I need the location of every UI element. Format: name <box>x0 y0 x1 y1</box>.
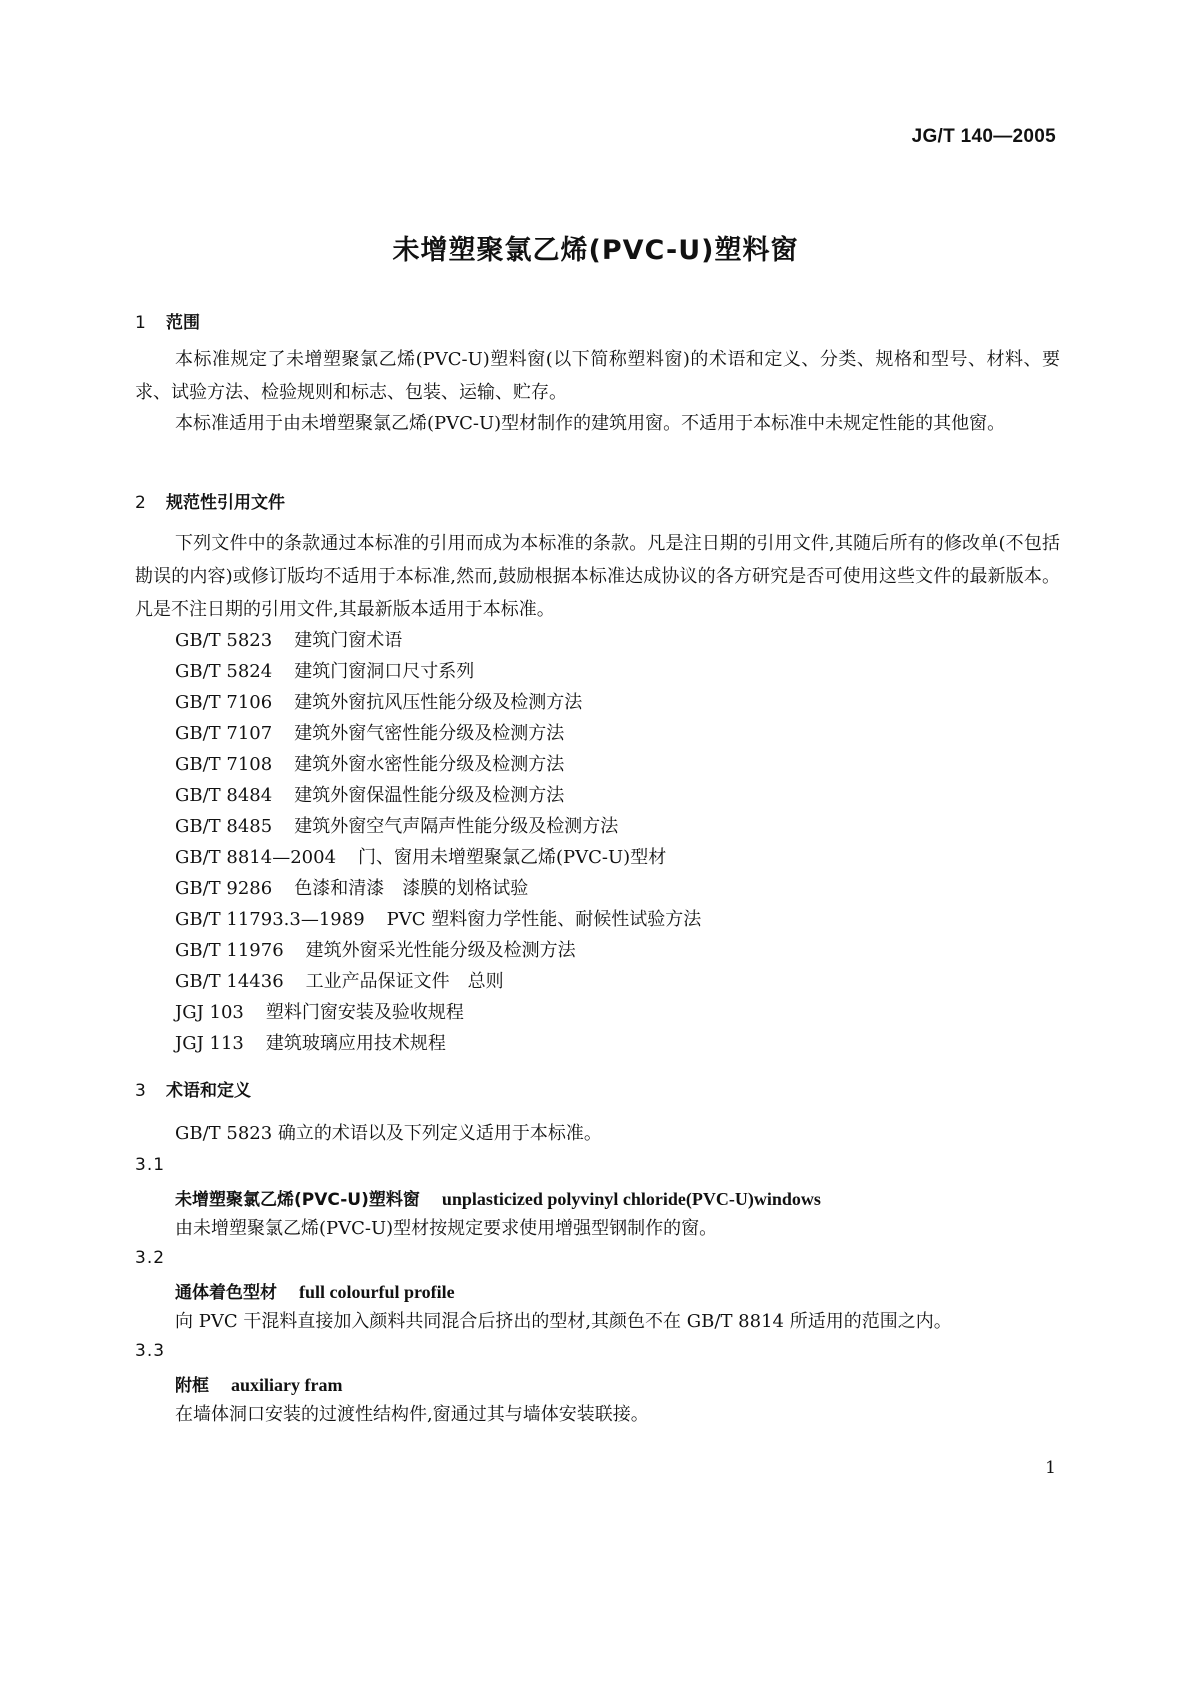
reference-item <box>175 998 464 1024</box>
reference-code: GB/T 11793.3—1989 <box>175 909 365 930</box>
reference-title: 塑料门窗安装及验收规程 <box>265 1002 464 1023</box>
reference-item <box>175 936 576 962</box>
reference-item <box>175 812 618 838</box>
reference-code: GB/T 8814—2004 <box>175 847 337 868</box>
reference-title: 建筑外窗气密性能分级及检测方法 <box>294 723 565 744</box>
reference-code: GB/T 5823 <box>175 630 273 651</box>
term-entry <box>175 1278 455 1303</box>
clause-number: 3.3 <box>135 1341 166 1361</box>
paragraph: 本标准适用于由未增塑聚氯乙烯(PVC-U)型材制作的建筑用窗。不适用于本标准中未规定性能的其他窗。 <box>175 413 1006 434</box>
standard-code: JG/T 140—2005 <box>911 126 1056 147</box>
document-title: 未增塑聚氯乙烯(PVC-U)塑料窗 <box>392 235 799 266</box>
reference-item <box>175 843 666 869</box>
term-chinese: 附框 <box>175 1376 209 1396</box>
term-definition: 在墙体洞口安装的过渡性结构件,窗通过其与墙体安装联接。 <box>175 1404 649 1425</box>
reference-title: 建筑外窗抗风压性能分级及检测方法 <box>294 692 583 713</box>
reference-item <box>175 626 402 652</box>
reference-title: 工业产品保证文件 总则 <box>305 971 504 992</box>
reference-code: GB/T 7108 <box>175 754 273 775</box>
section-number: 2 <box>135 493 146 513</box>
reference-code: GB/T 14436 <box>175 971 284 992</box>
section-title: 规范性引用文件 <box>166 493 285 513</box>
paragraph: 下列文件中的条款通过本标准的引用而成为本标准的条款。凡是注日期的引用文件,其随后所有的修改单(不包括勘误的内容)或修订版均不适用于本标准,然而,鼓励根据本标准达成协议的各方研究是否可使用这些文件的最新版本。凡是不注日期的引用文件,其最新版本适用于本标准。 <box>135 533 1060 620</box>
reference-code: GB/T 5824 <box>175 661 273 682</box>
term-english: full colourful profile <box>299 1282 455 1302</box>
page-number: 1 <box>1045 1458 1056 1478</box>
reference-item <box>175 967 504 993</box>
reference-item <box>175 874 528 900</box>
term-entry <box>175 1371 342 1396</box>
paragraph: 本标准规定了未增塑聚氯乙烯(PVC-U)塑料窗(以下简称塑料窗)的术语和定义、分类、规格和型号、材料、要求、试验方法、检验规则和标志、包装、运输、贮存。 <box>135 349 1060 403</box>
section-number: 1 <box>135 313 146 333</box>
term-definition: 由未增塑聚氯乙烯(PVC-U)型材按规定要求使用增强型钢制作的窗。 <box>175 1218 718 1239</box>
section-heading <box>135 488 285 513</box>
reference-title: 建筑外窗水密性能分级及检测方法 <box>294 754 565 775</box>
reference-title: PVC 塑料窗力学性能、耐候性试验方法 <box>386 909 702 930</box>
reference-title: 建筑外窗保温性能分级及检测方法 <box>294 785 565 806</box>
reference-code: JGJ 103 <box>175 1002 244 1023</box>
reference-code: GB/T 7106 <box>175 692 273 713</box>
section-title: 范围 <box>166 313 200 333</box>
reference-item <box>175 750 564 776</box>
term-chinese: 未增塑聚氯乙烯(PVC-U)塑料窗 <box>175 1190 420 1210</box>
reference-title: 建筑门窗术语 <box>294 630 403 651</box>
reference-title: 色漆和清漆 漆膜的划格试验 <box>294 878 529 899</box>
term-entry <box>175 1185 821 1210</box>
reference-item <box>175 1029 446 1055</box>
reference-item <box>175 905 701 931</box>
reference-title: 建筑外窗空气声隔声性能分级及检测方法 <box>294 816 619 837</box>
reference-item <box>175 781 564 807</box>
section-number: 3 <box>135 1081 146 1101</box>
clause-number: 3.1 <box>135 1155 166 1175</box>
reference-code: JGJ 113 <box>175 1033 244 1054</box>
reference-code: GB/T 8485 <box>175 816 273 837</box>
term-english: auxiliary fram <box>231 1375 343 1395</box>
term-chinese: 通体着色型材 <box>175 1283 277 1303</box>
term-english: unplasticized polyvinyl chloride(PVC-U)windows <box>441 1189 821 1209</box>
section-title: 术语和定义 <box>166 1081 251 1101</box>
reference-code: GB/T 8484 <box>175 785 273 806</box>
reference-code: GB/T 7107 <box>175 723 273 744</box>
paragraph: GB/T 5823 确立的术语以及下列定义适用于本标准。 <box>175 1123 602 1144</box>
reference-code: GB/T 11976 <box>175 940 284 961</box>
clause-number: 3.2 <box>135 1248 166 1268</box>
reference-item <box>175 657 474 683</box>
reference-title: 建筑外窗采光性能分级及检测方法 <box>305 940 576 961</box>
reference-item <box>175 688 582 714</box>
reference-title: 门、窗用未增塑聚氯乙烯(PVC-U)型材 <box>358 847 667 868</box>
reference-item <box>175 719 564 745</box>
term-definition: 向 PVC 干混料直接加入颜料共同混合后挤出的型材,其颜色不在 GB/T 8814 所适用的范围之内。 <box>175 1311 952 1332</box>
reference-title: 建筑门窗洞口尺寸系列 <box>294 661 475 682</box>
section-heading <box>135 308 200 333</box>
reference-title: 建筑玻璃应用技术规程 <box>265 1033 446 1054</box>
section-heading <box>135 1076 251 1101</box>
reference-code: GB/T 9286 <box>175 878 273 899</box>
